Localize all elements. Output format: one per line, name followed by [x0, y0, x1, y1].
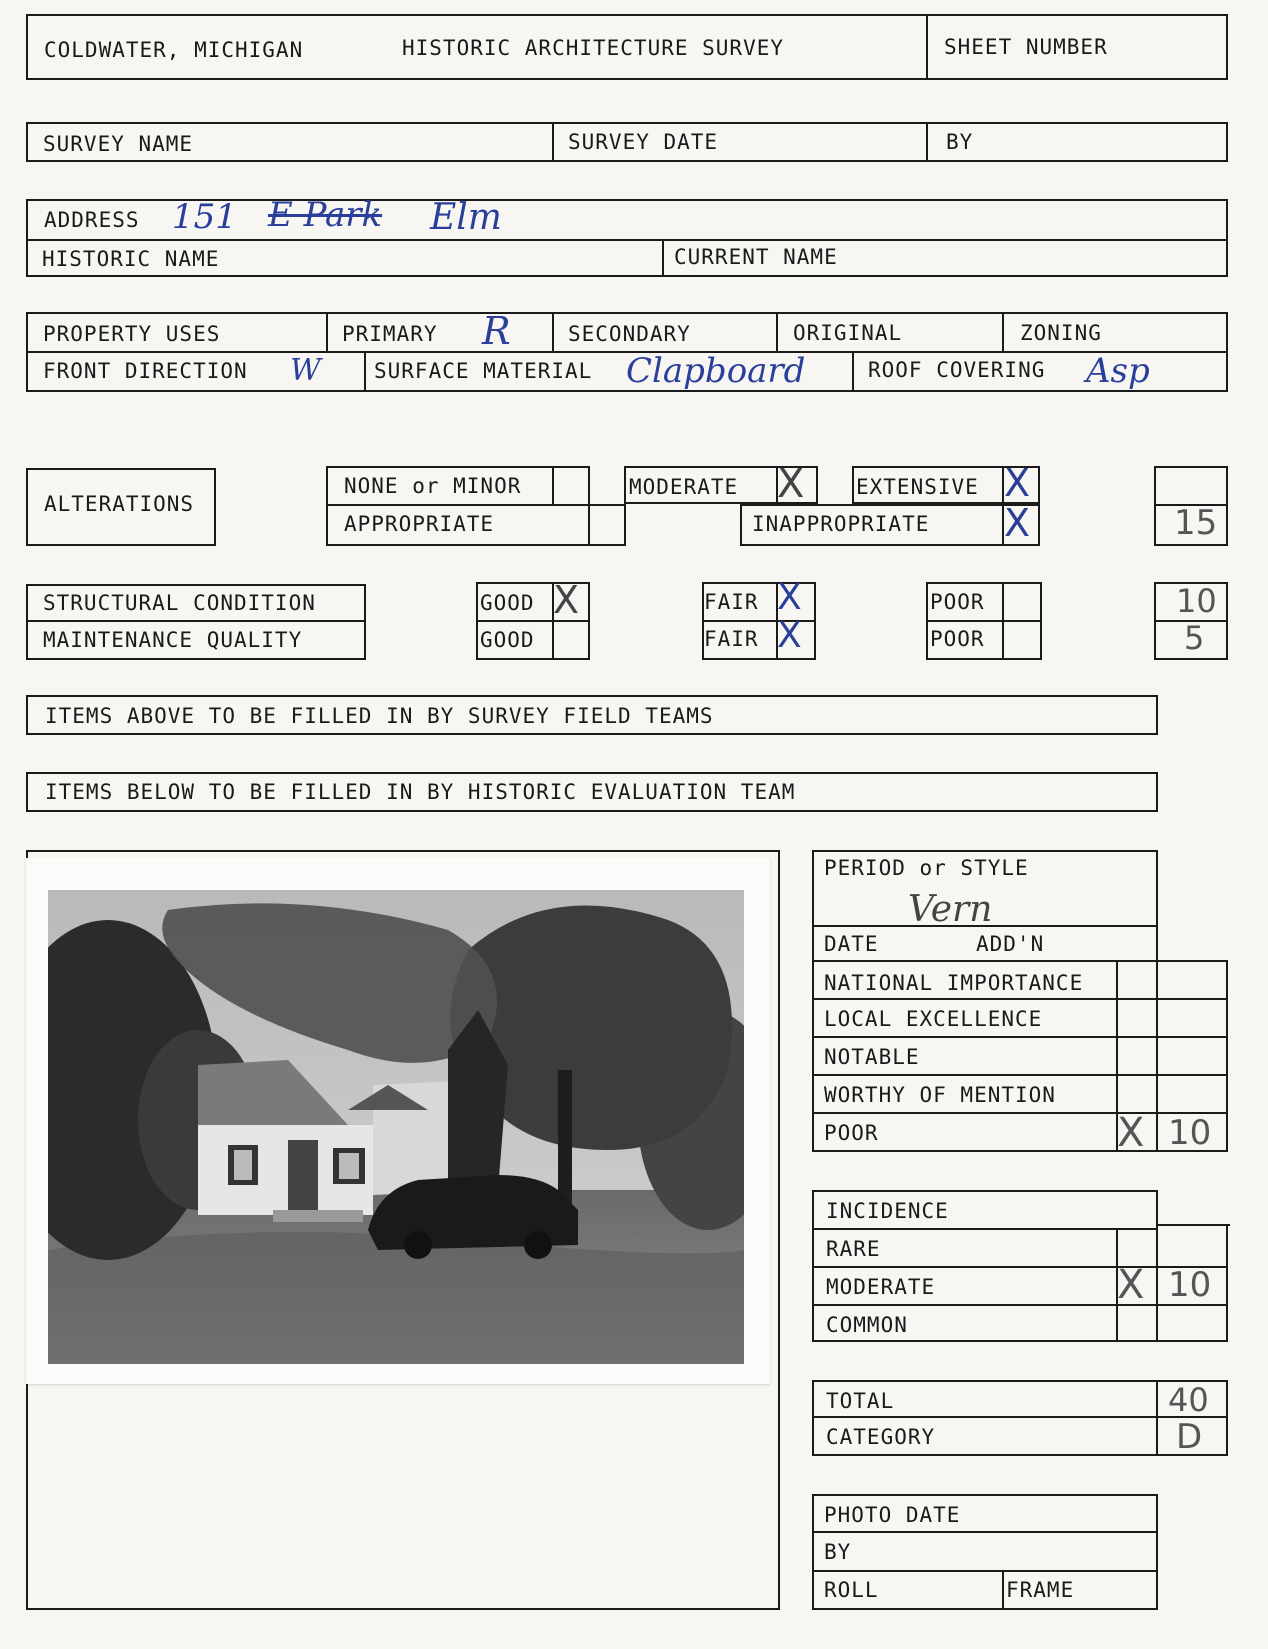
inappropriate-label: INAPPROPRIATE [752, 512, 930, 536]
roof-covering-value: Asp [1086, 351, 1150, 391]
common-label: COMMON [826, 1313, 908, 1337]
moderate-label: MODERATE [629, 475, 739, 499]
maintenance-quality-label: MAINTENANCE QUALITY [43, 628, 303, 652]
importance-line-3 [812, 1074, 1228, 1076]
national-importance-label: NATIONAL IMPORTANCE [824, 971, 1084, 995]
poor-row-line [926, 620, 1042, 622]
address-number: 151 [172, 197, 237, 237]
moderate-check-mark: X [777, 461, 805, 507]
property-div-2 [552, 312, 554, 351]
incidence-line-2 [812, 1266, 1228, 1268]
incidence-line-3 [812, 1304, 1228, 1306]
totals-row-line [812, 1416, 1228, 1418]
primary-value: R [482, 309, 511, 353]
poor-row-score: 10 [1168, 1113, 1212, 1153]
notable-label: NOTABLE [824, 1045, 920, 1069]
survey-by-label: BY [946, 130, 974, 154]
date-label: DATE [824, 932, 879, 956]
structural-score: 10 [1176, 582, 1217, 620]
rare-label: RARE [826, 1237, 881, 1261]
property-div-3 [776, 312, 778, 351]
house-photograph [48, 890, 744, 1364]
importance-score-col [1156, 960, 1158, 1152]
none-minor-label: NONE or MINOR [344, 474, 522, 498]
none-minor-row-line [326, 504, 590, 506]
photo-info-line-2 [812, 1570, 1158, 1572]
city-label: COLDWATER, MICHIGAN [44, 38, 304, 62]
poor-row-mark: X [1117, 1110, 1145, 1156]
incidence-header-mask [1158, 1190, 1230, 1226]
survey-divider-2 [926, 122, 928, 162]
alterations-label: ALTERATIONS [44, 492, 195, 516]
property-div-6 [852, 351, 854, 392]
photo-info-line-1 [812, 1531, 1158, 1533]
category-value: D [1176, 1417, 1203, 1457]
addn-label: ADD'N [976, 932, 1045, 956]
extensive-check-mark: X [1004, 461, 1031, 505]
header-divider [926, 14, 928, 80]
frame-label: FRAME [1006, 1578, 1075, 1602]
items-below-note: ITEMS BELOW TO BE FILLED IN BY HISTORIC EVALUATION TEAM [45, 780, 796, 804]
roof-covering-label: ROOF COVERING [868, 358, 1046, 382]
secondary-label: SECONDARY [568, 322, 691, 346]
address-street: Elm [430, 197, 502, 238]
survey-date-label: SURVEY DATE [568, 130, 719, 154]
photo-date-label: PHOTO DATE [824, 1503, 961, 1527]
poor-check-div [1002, 582, 1004, 660]
poor-row-label: POOR [824, 1121, 879, 1145]
good-structural-mark: X [553, 578, 580, 622]
extensive-label: EXTENSIVE [856, 475, 979, 499]
form-title: HISTORIC ARCHITECTURE SURVEY [402, 36, 785, 60]
roll-label: ROLL [824, 1578, 879, 1602]
period-style-value: Vern [908, 889, 993, 930]
address-row-line [26, 239, 1228, 241]
address-right-edge [1226, 199, 1228, 277]
inappropriate-check-mark: X [1004, 501, 1031, 545]
good-structural-label: GOOD [480, 591, 535, 615]
incidence-line-1 [812, 1228, 1158, 1230]
address-struck-text: E Park [268, 195, 383, 235]
historic-name-label: HISTORIC NAME [42, 247, 220, 271]
worthy-of-mention-label: WORTHY OF MENTION [824, 1083, 1056, 1107]
importance-line-2 [812, 1036, 1228, 1038]
surface-material-label: SURFACE MATERIAL [374, 359, 593, 383]
fair-maintenance-mark: X [777, 615, 802, 656]
structural-condition-label: STRUCTURAL CONDITION [43, 591, 316, 615]
moderate-incidence-label: MODERATE [826, 1275, 936, 1299]
current-name-label: CURRENT NAME [674, 245, 838, 269]
original-label: ORIGINAL [793, 321, 903, 345]
property-div-1 [326, 312, 328, 351]
house-photo-image [48, 890, 744, 1364]
none-minor-check-div [552, 466, 554, 504]
moderate-incidence-mark: X [1117, 1262, 1145, 1308]
appropriate-check-box [590, 504, 626, 546]
property-div-5 [364, 351, 366, 392]
total-label: TOTAL [826, 1389, 895, 1413]
fair-maintenance-label: FAIR [704, 627, 759, 651]
importance-line-1 [812, 998, 1228, 1000]
period-style-label: PERIOD or STYLE [824, 856, 1029, 880]
zoning-label: ZONING [1020, 321, 1102, 345]
items-above-note: ITEMS ABOVE TO BE FILLED IN BY SURVEY FIELD TEAMS [45, 704, 714, 728]
survey-divider-1 [552, 122, 554, 162]
primary-label: PRIMARY [342, 322, 438, 346]
property-right-edge [1226, 312, 1228, 392]
total-value: 40 [1168, 1381, 1209, 1419]
alterations-score: 15 [1174, 503, 1218, 543]
property-div-4 [1002, 312, 1004, 351]
moderate-incidence-score: 10 [1168, 1265, 1212, 1305]
sheet-number-label: SHEET NUMBER [944, 35, 1108, 59]
importance-line-4 [812, 1112, 1228, 1114]
appropriate-label: APPROPRIATE [344, 512, 495, 536]
maintenance-score: 5 [1184, 619, 1205, 657]
fair-structural-label: FAIR [704, 590, 759, 614]
front-direction-label: FRONT DIRECTION [43, 359, 248, 383]
surface-material-value: Clapboard [626, 351, 806, 391]
survey-name-label: SURVEY NAME [43, 132, 194, 156]
address-label: ADDRESS [44, 208, 140, 232]
good-maintenance-label: GOOD [480, 628, 535, 652]
photo-by-label: BY [824, 1540, 852, 1564]
totals-score-col [1156, 1380, 1158, 1456]
incidence-label: INCIDENCE [826, 1199, 949, 1223]
poor-structural-label: POOR [930, 590, 985, 614]
condition-row-line [26, 620, 366, 622]
property-uses-label: PROPERTY USES [43, 322, 221, 346]
fair-structural-mark: X [777, 577, 802, 618]
poor-maintenance-label: POOR [930, 627, 985, 651]
address-divider [662, 239, 664, 277]
local-excellence-label: LOCAL EXCELLENCE [824, 1007, 1043, 1031]
survey-right-edge [1226, 122, 1228, 162]
category-label: CATEGORY [826, 1425, 936, 1449]
front-direction-value: W [290, 353, 321, 388]
photo-info-roll-div [1002, 1570, 1004, 1610]
